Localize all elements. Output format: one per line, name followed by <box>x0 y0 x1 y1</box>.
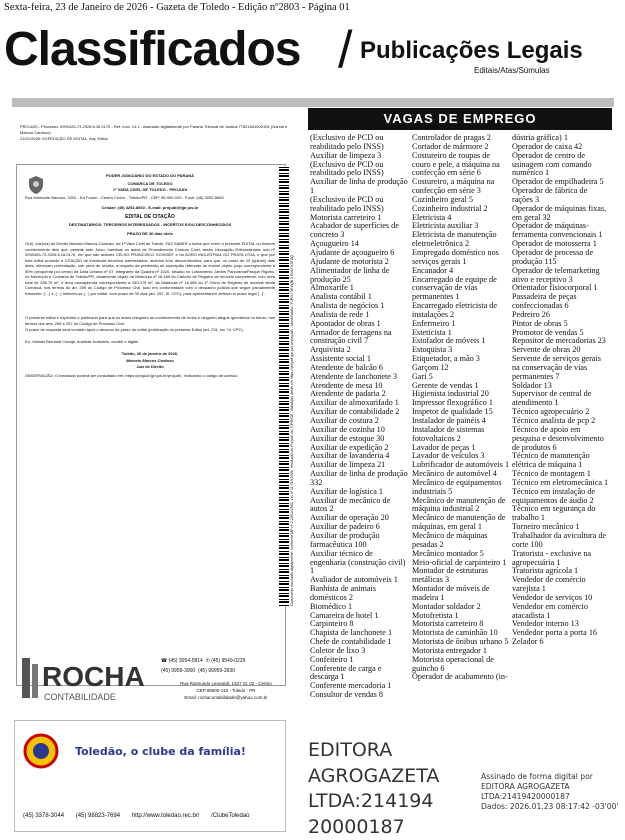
vagas-title: VAGAS DE EMPREGO <box>308 108 612 130</box>
digital-signature-details <box>481 772 621 812</box>
job-listing: Mecânico de máquinas pesadas 2 <box>412 532 510 550</box>
job-listing: Atendente de balcão 6 <box>310 364 408 373</box>
job-listing: Armador de ferragens na construção civil 7 <box>310 329 408 347</box>
job-listing: Eletricista 4 <box>412 214 510 223</box>
job-listing: Torneiro mecânico 1 <box>512 523 610 532</box>
job-listing: Inspetor de qualidade 15 <box>412 408 510 417</box>
job-listing: Controlador de pragas 2 <box>412 134 510 143</box>
rocha-tag: CONTABILIDADE <box>44 692 116 702</box>
job-listing: Impressor flexográfico 1 <box>412 399 510 408</box>
edital-deadline: PRAZO DE 30 dias úteis <box>25 231 275 237</box>
vagas-column-2 <box>412 134 510 682</box>
rocha-ad <box>16 646 296 716</box>
job-listing: Instalador de sistemas fotovoltaicos 2 <box>412 426 510 444</box>
job-listing: Conferente de carga e descarga 1 <box>310 665 408 683</box>
projudi-line: PROJUDI - Processo: 0000425-73.2026.8.16.0170 - Ref. mov. 14.1 - Assinado digitalmente por Parana Tribunal de Justica:77821841000194 (Garcia e Marcos Cardoso) <box>20 124 300 136</box>
job-listing: Coletor de lixo 3 <box>310 647 408 656</box>
edital-comarca: COMARCA DE TOLEDO <box>25 181 275 187</box>
job-listing: Vendedor de serviços 10 <box>512 594 610 603</box>
job-listing: Higienista industrial 20 <box>412 390 510 399</box>
rocha-phone: (45) 9959-3900 <box>161 668 195 674</box>
banner-website: http://www.toledao.rec.br/ <box>132 813 200 819</box>
job-listing: Técnico de manutenção elétrica de máquina 1 <box>512 452 610 470</box>
projudi-header <box>20 124 300 142</box>
job-listing: Auxiliar de padeiro 6 <box>310 523 408 532</box>
job-listing: Motorista entregador 1 <box>412 647 510 656</box>
edital-note: OBSERVAÇÃO: O mandado poderá ser consultado em: https://projudi.tjpr.jus.br/projudi/ , indicando o código de acesso. <box>25 373 275 379</box>
edital-heading: EDITAL DE CITAÇÃO <box>25 215 275 221</box>
job-listing: Motorista operacional de guincho 6 <box>412 656 510 674</box>
job-listing: Atendente de lanchonete 3 <box>310 373 408 382</box>
rocha-phone: (45) 3054-5814 <box>169 658 203 664</box>
edital-address: Rua Almirante Barroso, 3202 - Ed Fórum - Centro Cívico - Toledo/PR - CEP: 85.900-020 - Fone: (45) 3252-8660 <box>25 195 275 201</box>
job-listing: Soldador 13 <box>512 382 610 391</box>
edital-paragraph: Eu, Gabriel Bernardi Cavaja, Analista Judiciário, conferi e digitei. <box>25 339 275 345</box>
job-listing: Técnico em eletromecânica 1 <box>512 479 610 488</box>
job-listing: Analista contábil 1 <box>310 293 408 302</box>
job-listing: Ajudante de motorista 2 <box>310 258 408 267</box>
job-listing: Conferente mercadoria 1 <box>310 682 408 691</box>
job-listing: Operador de motosserra 1 <box>512 240 610 249</box>
job-listing: Operador de caixa 42 <box>512 143 610 152</box>
rocha-phone: (45) 9549-0229 <box>211 658 245 664</box>
banner-whatsapp: (45) 98823-7694 <box>76 813 120 819</box>
job-listing: Acabador de superfícies de concreto 3 <box>310 222 408 240</box>
job-listing: Técnico de apoio em pesquisa e desenvolvimento de produtos 6 <box>512 426 610 453</box>
job-listing: Analista de rede 1 <box>310 311 408 320</box>
job-listing: Montador de estruturas metálicas 3 <box>412 567 510 585</box>
digital-signature-name <box>308 738 483 840</box>
job-listing: Estoquista 3 <box>412 346 510 355</box>
job-listing: Esteticista 1 <box>412 329 510 338</box>
job-listing: Auxiliar técnico de engenharia (construção civil) 1 <box>310 550 408 577</box>
masthead-subtitle: Publicações Legais <box>360 37 583 65</box>
job-listing: Chapista de lanchonete 1 <box>310 629 408 638</box>
job-listing: Técnico agropecuário 2 <box>512 408 610 417</box>
signature-detail: EDITORA AGROGAZETA <box>481 782 621 792</box>
job-listing: Etiquetador, a mão 3 <box>412 355 510 364</box>
vagas-column-3 <box>512 134 610 647</box>
edital-signer-role: Juiz de Direito <box>25 364 275 370</box>
toledao-banner <box>14 720 286 832</box>
job-listing: Gari 5 <box>412 373 510 382</box>
job-listing: Auxiliar de logística 1 <box>310 488 408 497</box>
projudi-line: 21/01/2026: EXPEDIÇÃO DE EDITAL. Arq: Edital <box>20 136 300 142</box>
job-listing: Servente de serviços gerais na conservação de vias permanentes 7 <box>512 355 610 382</box>
job-listing: Cozinheiro geral 5 <box>412 196 510 205</box>
job-listing: Auxiliar de expedição 2 <box>310 444 408 453</box>
dateline: Sexta-feira, 23 de Janeiro de 2026 - Gazeta de Toledo - Edição nº2803 - Página 01 <box>4 2 350 13</box>
job-listing: Carpinteiro 8 <box>310 620 408 629</box>
job-listing: Técnico de montagem 1 <box>512 470 610 479</box>
job-listing: Operador de empilhadeira 5 <box>512 178 610 187</box>
job-listing: dústria gráfica) 1 <box>512 134 610 143</box>
job-listing: Almoxarife 1 <box>310 284 408 293</box>
rocha-email: Email: rochacontabilidade@yahoo.com.br <box>161 694 291 701</box>
job-listing: Supervisor de central de atendimento 1 <box>512 390 610 408</box>
job-listing: Consultor de vendas 8 <box>310 691 408 700</box>
signature-line: LTDA:214194 <box>308 789 483 815</box>
job-listing: Vendedor em comércio atacadista 1 <box>512 603 610 621</box>
job-listing: Vendedor interno 13 <box>512 620 610 629</box>
job-listing: Atendente de mesa 10 <box>310 382 408 391</box>
job-listing: Operador de telemarketing ativo e receptivo 3 <box>512 267 610 285</box>
job-listing: Lubrificador de automóveis 1 <box>412 461 510 470</box>
job-listing: Mecânico de automóvel 4 <box>412 470 510 479</box>
job-listing: Confeiteiro 1 <box>310 656 408 665</box>
job-listing: (Exclusivo de PCD ou reabilitado pelo INSS) Auxiliar de linha de produção 1 <box>310 161 408 196</box>
masthead-slash: / <box>338 22 352 78</box>
masthead <box>4 22 621 88</box>
signature-line: 20000187 <box>308 815 483 840</box>
job-listing: Mecânico de manutenção de máquina industrial 2 <box>412 497 510 515</box>
job-listing: Eletricista auxiliar 3 <box>412 222 510 231</box>
job-listing: Estofador de móveis 1 <box>412 337 510 346</box>
job-listing: Enfermeiro 1 <box>412 320 510 329</box>
edital-paragraph: O presente edital é expedido e publicado para que os autos cheguem ao conhecimento de todos e ninguém alegue ignorância no futuro, nos termos dos arts. 256 e 257 do Código de Processo Civil. <box>25 315 275 326</box>
job-listing: Chefe de contabilidade 1 <box>310 638 408 647</box>
job-listing: Banhista de animais domésticos 2 <box>310 585 408 603</box>
edital-date: Toledo, 20 de janeiro de 2026. <box>25 351 275 357</box>
job-listing: Lavador de peças 1 <box>412 444 510 453</box>
job-listing: Instalador de painéis 4 <box>412 417 510 426</box>
edital-box <box>16 164 286 686</box>
banner-contacts <box>23 813 283 819</box>
job-listing: Apontador de obras 1 <box>310 320 408 329</box>
job-listing: Mecânico montador 5 <box>412 550 510 559</box>
rocha-phone: (45) 99959-3930 <box>198 668 235 674</box>
job-listing: Auxiliar de almoxarifado 1 <box>310 399 408 408</box>
job-listing: Camareira de hotel 1 <box>310 612 408 621</box>
job-listing: Operador de máquinas fixas, em geral 32 <box>512 205 610 223</box>
job-listing: Orientador fisiocorporal 1 <box>512 284 610 293</box>
job-listing: Cozinheiro industrial 2 <box>412 205 510 214</box>
edital-vara: 1ª VARA CÍVEL DE TOLEDO - PROJUDI <box>25 187 275 193</box>
barcode <box>279 166 289 606</box>
phone-icon: ☎ <box>161 658 167 664</box>
job-listing: Meio-oficial de carpinteiro 1 <box>412 559 510 568</box>
job-listing: Biomédico 1 <box>310 603 408 612</box>
job-listing: Motorista de ônibus urbano 5 <box>412 638 510 647</box>
job-listing: Assistente social 1 <box>310 355 408 364</box>
job-listing: Operador de máquinas-ferramenta convencionais 1 <box>512 222 610 240</box>
job-listing: Alimentador de linha de produção 25 <box>310 267 408 285</box>
vagas-columns <box>310 134 620 694</box>
job-listing: Açougueiro 14 <box>310 240 408 249</box>
job-listing: Operador de acabamento (in- <box>412 673 510 682</box>
job-listing: Cortador de mármore 2 <box>412 143 510 152</box>
job-listing: Auxiliar de operação 20 <box>310 514 408 523</box>
edital-recipients: DESTINATÁRIOS: TERCEIROS INTERESSADOS - INCERTOS E/OU DESCONHECIDOS <box>25 222 275 228</box>
signature-detail: Assinado de forma digital por <box>481 772 621 782</box>
job-listing: (Exclusivo de PCD ou reabilitado pelo INSS) Auxiliar de limpeza 3 <box>310 134 408 161</box>
job-listing: Pintor de obras 5 <box>512 320 610 329</box>
job-listing: Técnico em instalação de equipamentos de áudio 2 <box>512 488 610 506</box>
job-listing: Ajudante de açougueiro 6 <box>310 249 408 258</box>
job-listing: Repositor de mercadorias 23 <box>512 337 610 346</box>
signature-line: AGROGAZETA <box>308 764 483 790</box>
job-listing: Arquivista 2 <box>310 346 408 355</box>
job-listing: Técnico analista de pcp 2 <box>512 417 610 426</box>
edital-body: O(A) Juiz(íza) de Direito Marcelo Marcos Cardoso, da 1ª Vara Cível de Toledo, FAZ SABER a todos que virem o presente EDITAL ou tiverem conhecimento dele que, perante este Juízo, tramitam os autos de Procedimento Comum Cível, assim Usucapião Extraordinária, sob nº 0000425-73.2026.8.16.0170, em que são autores CELSO FRANCISCO SCHMIDT e ria AGRO INDUSTRIAL DO PRATA LTDA, e que por este edital procede à CITAÇÃO de eventuais terceiros interessados, incertos e/ou desconhecidos, para que, no prazo de 15 (quinze) dias úteis, ofereçam contestação, sob pena de revelia, a respeito da pretensão de usucapião referente ao imóvel objeto (cujo correspondente a 50% (cinquenta por cento) da Data Urbana nº 07, integrante da Quadra nº 1020, situado no Loteamento Jardim Panorama/Parque Rigotto, no Município e Comarca de Toledo/PR, atualmente objeto da Matrícula nº 16.485 do Cartório de Registro de Imóveis competente, com área total de 338,75 m², e área usucapienda correspondente a 169,375 m², da Matrícula nº 16.485 do 1º Ofício de Registro de Imóveis desta Comarca, nos termos do art. 259 do Código de Processo Civil, tudo em conformidade com o despacho judicial que segue parcialmente transcrito: ['...] 4. (...) Intimem-se (...) por edital, com prazo de 30 dias (art. 257, III, CPC), para apresentarem defesa no prazo legal [...]'. <box>25 241 275 296</box>
job-listing: Auxiliar de limpeza 21 <box>310 461 408 470</box>
job-listing: Tratorista - exclusive na agropecuária 1 <box>512 550 610 568</box>
edital-paragraph: O prazo de resposta será contado após o decurso do prazo do edital (publicação do presente Edital (art. 231, inc. IV, CPC). <box>25 327 275 333</box>
job-listing: Tratorista agrícola 1 <box>512 567 610 576</box>
rocha-logo <box>22 654 152 706</box>
job-listing: Encanador 4 <box>412 267 510 276</box>
job-listing: Auxiliar de produção farmacêutica 100 <box>310 532 408 550</box>
job-listing: Encarregado eletricista de instalações 2 <box>412 302 510 320</box>
rocha-address <box>161 680 291 701</box>
job-listing: Costureiro, a máquina na confecção em série 3 <box>412 178 510 196</box>
job-listing: Servente de obras 20 <box>512 346 610 355</box>
job-listing: Auxiliar de cozinha 10 <box>310 426 408 435</box>
job-listing: Zelador 6 <box>512 638 610 647</box>
rocha-phones <box>161 656 245 676</box>
club-logo-icon <box>23 733 59 773</box>
rocha-name: ROCHA <box>42 661 145 692</box>
masthead-section: Editais/Atas/Súmulas <box>474 66 550 75</box>
job-listing: Passadeira de peças confeccionadas 6 <box>512 293 610 311</box>
rocha-cep: CEP 85900-110 - Toledo - PR <box>161 687 291 694</box>
job-listing: Pedreiro 26 <box>512 311 610 320</box>
rocha-street: Rua Raimundo Leonardi, 1327 Sl. 02 - Centro <box>161 680 291 687</box>
job-listing: Avaliador de automóveis 1 <box>310 576 408 585</box>
signature-detail: LTDA:21419420000187 <box>481 792 621 802</box>
vagas-column-1 <box>310 134 408 700</box>
job-listing: Auxiliar de linha de produção 332 <box>310 470 408 488</box>
whatsapp-icon: ✆ <box>206 658 210 664</box>
edital-email: Celular: (45) 3252-8660 - E-mail: projudi@tjpr.jus.br <box>25 205 275 211</box>
job-listing: Auxiliar de costura 2 <box>310 417 408 426</box>
job-listing: Motorista carreteiro 8 <box>412 620 510 629</box>
job-listing: (Exclusivo de PCD ou reabilitado pelo INSS) Motorista carreteiro 1 <box>310 196 408 223</box>
job-listing: Vendedor de comércio varejista 1 <box>512 576 610 594</box>
job-listing: Motorista de caminhão 10 <box>412 629 510 638</box>
signature-line: EDITORA <box>308 738 483 764</box>
masthead-rule <box>12 98 614 107</box>
job-listing: Empregado doméstico nos serviços gerais 1 <box>412 249 510 267</box>
masthead-title: Classificados <box>4 22 300 78</box>
job-listing: Auxiliar de estoque 30 <box>310 435 408 444</box>
job-listing: Operador de centro de usinagem com comando numérico 1 <box>512 152 610 179</box>
job-listing: Promotor de vendas 5 <box>512 329 610 338</box>
job-listing: Analista de negócios 1 <box>310 302 408 311</box>
job-listing: Auxiliar de contabilidade 2 <box>310 408 408 417</box>
job-listing: Costureiro de roupas de couro e pele, a máquina na confecção em série 6 <box>412 152 510 179</box>
job-listing: Operador de fábrica de rações 3 <box>512 187 610 205</box>
job-listing: Motofretista 1 <box>412 612 510 621</box>
job-listing: Lavador de veículos 3 <box>412 452 510 461</box>
job-listing: Montador soldador 2 <box>412 603 510 612</box>
signature-strip-text: Documento assinado digitalmente, conforme MP nº 2.200-2/2001, Lei nº 11.419/2006, resolução do Projudi, do TJPR/OE. Validação deste em https://projudi.tjpr.jus.br/projudi/ - Identificador: PJRGJ 5RXQB 5TN9X K5T8Q <box>290 166 294 606</box>
edital-court: PODER JUDICIÁRIO DO ESTADO DO PARANÁ <box>25 173 275 179</box>
banner-phone: (45) 3378-3044 <box>23 813 64 819</box>
job-listing: Operador de processo de produção 115 <box>512 249 610 267</box>
job-listing: Mecânico de manutenção de máquinas, em geral 1 <box>412 514 510 532</box>
legal-notice-column <box>4 116 304 716</box>
job-listing: Mecânico de equipamentos industriais 5 <box>412 479 510 497</box>
job-listing: Gerente de vendas 1 <box>412 382 510 391</box>
signature-strip <box>290 166 298 606</box>
job-listing: Montador de móveis de madeira 1 <box>412 585 510 603</box>
job-listing: Auxiliar de mecânico de autos 2 <box>310 497 408 515</box>
job-listing: Eletricista de manutenção eletroeletrônica 2 <box>412 231 510 249</box>
job-listing: Atendente de padaria 2 <box>310 390 408 399</box>
job-listing: Encarregado de equipe de conservação de vias permanentes 1 <box>412 276 510 303</box>
banner-social: /ClubeToledao <box>211 813 249 819</box>
job-listing: Trabalhador da avicultura de corte 100 <box>512 532 610 550</box>
job-listing: Auxiliar de lavanderia 4 <box>310 452 408 461</box>
job-listing: Vendedor porta a porta 16 <box>512 629 610 638</box>
job-listing: Técnico em segurança do trabalho 1 <box>512 505 610 523</box>
edital-signer: Marcelo Marcos Cardoso <box>25 358 275 364</box>
banner-slogan: Toledão, o clube da família! <box>75 745 246 758</box>
job-listing: Garçom 12 <box>412 364 510 373</box>
signature-detail: Dados: 2026.01.23 08:17:42 -03'00' <box>481 802 621 812</box>
